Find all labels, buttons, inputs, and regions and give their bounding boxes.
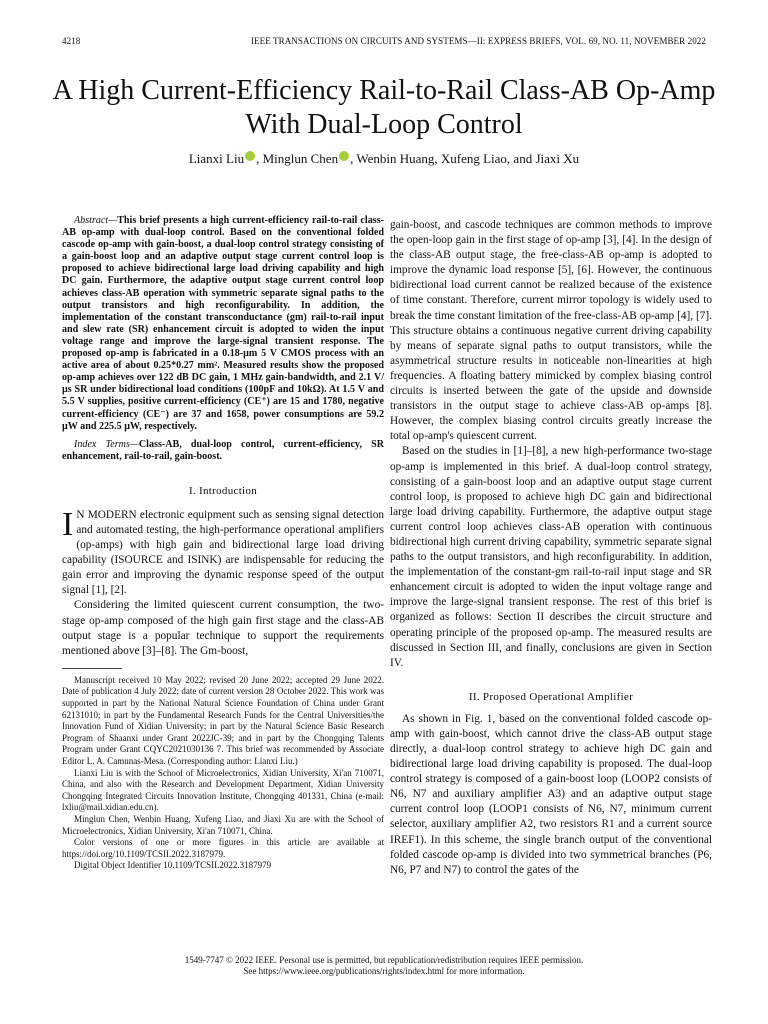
copyright-line: 1549-7747 © 2022 IEEE. Personal use is permitted, but republication/redistribution requires IEEE permission. (184, 955, 584, 965)
author-name: , Minglun Chen (256, 151, 339, 166)
footnote-divider (62, 668, 122, 669)
abstract (62, 215, 384, 433)
footnote-doi: Digital Object Identifier 10.1109/TCSII.2022.3187979 (74, 860, 272, 871)
section-heading-proposed: II. Proposed Operational Amplifier (468, 690, 634, 703)
journal-header: IEEE TRANSACTIONS ON CIRCUITS AND SYSTEMS—II: EXPRESS BRIEFS, VOL. 69, NO. 11, NOVEMBER 2022 (250, 36, 706, 46)
page-number: 4218 (62, 36, 81, 46)
right-paragraph-3: As shown in Fig. 1, based on the conventional folded cascode op-amp with gain-boost, which cannot drive the class-AB output stage directly, a dual-loop control strategy to achieve high DC gain and bidirectional large load driving capability is proposed. The dual-loop control strategy is composed of a gain-boost loop (LOOP2 consists of N6, N7 and auxiliary amplifier A3) and an adaptive output stage current control loop (LOOP1 consists of N6, N7, minimum current selector, auxiliary amplifier A2, two resistors R1 and a current source IREF1). In this scheme, the single branch output of the conventional folded cascode op-amp is divided into two symmetrical branches (P6, N6, P7 and N7) to control the gates of the (390, 712, 712, 876)
left-column (62, 215, 384, 872)
footnote-color: Color versions of one or more figures in this article are available at https://doi.org/10.1109/TCSII.2022.3187979. (62, 837, 384, 859)
index-terms-lead: Index Terms— (74, 438, 139, 450)
paper-title: A High Current-Efficiency Rail-to-Rail Class-AB Op-Amp With Dual-Loop Control (52, 75, 716, 140)
index-terms-text: Class-AB, dual-loop control, current-efficiency, SR enhancement, rail-to-rail, gain-boost. (62, 438, 385, 462)
abstract-text: This brief presents a high current-efficiency rail-to-rail class-AB op-amp with dual-loop control. Based on the conventional folded cascode op-amp with gain-boost, a dual-loop control strategy consisting of a gain-boost loop and an adaptive output stage current control loop is proposed to achieve bidirectional large load driving capability and high DC gain. Furthermore, the adaptive output stage current control loop achieves class-AB operation with symmetric separate signal paths to the output transistors and high reconfigurability. In addition, the implementation of the constant transconductance (gm) rail-to-rail input and slew rate (SR) enhancement circuit is adopted to widen the input voltage range and improve the large-signal transient response. The proposed op-amp is fabricated in a 0.18-μm 5 V CMOS process with an active area of about 0.25*0.27 mm². Measured results show the proposed op-amp achieves over 122 dB DC gain, 1 MHz gain-bandwidth, and 2.1 V/μs SR under bidirectional load conditions (100pF and 10kΩ). At 1.5 V and 5.5 V supplies, positive current-efficiency (CE⁺) are 15 and 1780, negative current-efficiency (CE⁻) are 37 and 1658, power consumptions are 59.2 μW and 225.5 μW, respectively. (62, 215, 384, 432)
footnote-affiliation-2: Minglun Chen, Wenbin Huang, Xufeng Liao, and Jiaxi Xu are with the School of Microelectronics, Xidian University, Xi'an 710071, China. (62, 813, 384, 836)
drop-cap: I (62, 505, 74, 543)
right-column (390, 218, 712, 878)
copyright-footer (0, 955, 768, 977)
intro-text-1: N MODERN electronic equipment such as sensing signal detection and automated testing, the high-performance operational amplifiers (op-amps) with high gain and bidirectional large load driving capability (ISOURCE and ISINK) are indispensable for reducing the gain error and improving the dynamic response speed of the output signal [1], [2]. (62, 508, 384, 597)
intro-paragraph-1 (62, 505, 384, 599)
rights-line: See https://www.ieee.org/publications/rights/index.html for more information. (243, 966, 525, 976)
author-name: Lianxi Liu (188, 151, 245, 166)
author-name: , Wenbin Huang, Xufeng Liao, and Jiaxi Xu (350, 151, 580, 166)
abstract-lead: Abstract— (74, 215, 118, 226)
section-heading-introduction: I. Introduction (188, 484, 258, 497)
author-list (60, 151, 708, 167)
right-paragraph-1: gain-boost, and cascode techniques are common methods to improve the open-loop gain in the first stage of op-amp [3], [4]. In the design of the class-AB output stage, the free-class-AB op-amp is adopted to improve the dynamic load response [5], [6]. However, the continuous bidirectional load current cannot be realized because of the existence of time constant. Therefore, current mirror topology is widely used to break the time constant limitation of the free-class-AB op-amp [4], [7]. This structure obtains a continuous negative current driving capability by means of separate signal paths to output transistors, while the asymmetrical structure results in noticeable non-linearities at high frequencies. A floating battery mimicked by complex biasing control circuits is inserted between the gate of the upside and downside transistors in the output stage to achieve class-AB op-amps [8]. However, the complex biasing control circuits greatly increase the total op-amp's quiescent current. (390, 219, 712, 443)
footnote-manuscript: Manuscript received 10 May 2022; revised 20 June 2022; accepted 29 June 2022. Date of publication 4 July 2022; date of current version 28 October 2022. This work was supported in part by the National Natural Science Foundation of China under Grant 62131010; in part by the Fundamental Research Funds for the Central Universities/the Innovation Fund of Xidian University; in part by the Natural Science Basic Research Program of Shaanxi under Grant 2022JC-39; and in part by the Chongqing Talents Program under Grant CQYC2021030136 7. This brief was recommended by Associate Editor L. A. Camunas-Mesa. (Corresponding author: Lianxi Liu.) (62, 674, 384, 766)
intro-paragraph-2: Considering the limited quiescent current consumption, the two-stage op-amp composed of the high gain first stage and the class-AB output stage is a popular technique to support the requirements mentioned above [3]–[8]. The Gm-boost, (62, 599, 384, 657)
right-paragraph-2: Based on the studies in [1]–[8], a new high-performance two-stage op-amp is implemented in this brief. A dual-loop control strategy, consisting of a gain-boost loop and an adaptive output stage current control loop, is proposed to achieve high DC gain and bidirectional large load driving capability. Furthermore, the adaptive output stage current control loop achieves class-AB operation with continuous bidirectional high current driving capability, symmetric separate signal paths to the output transistors, and high reconfigurability. In addition, the implementation of the constant-gm rail-to-rail input stage and SR enhancement circuit is adopted to widen the input voltage range and improve the large-signal transient response. The rest of this brief is organized as follows: Section II describes the circuit structure and operating principle of the proposed op-amp. The measured results are discussed in Section III, and finally, conclusions are given in Section IV. (390, 445, 712, 669)
index-terms (62, 439, 384, 463)
orcid-icon[interactable] (245, 151, 255, 161)
footnote-affiliation-1: Lianxi Liu is with the School of Microelectronics, Xidian University, Xi'an 710071, China, and also with the Research and Development Department, Xidian University Chongqing Integrated Circuits Innovation Institute, Chongqing 401331, China (e-mail: lxliu@mail.xidian.edu.cn). (62, 767, 384, 813)
orcid-icon[interactable] (339, 151, 349, 161)
